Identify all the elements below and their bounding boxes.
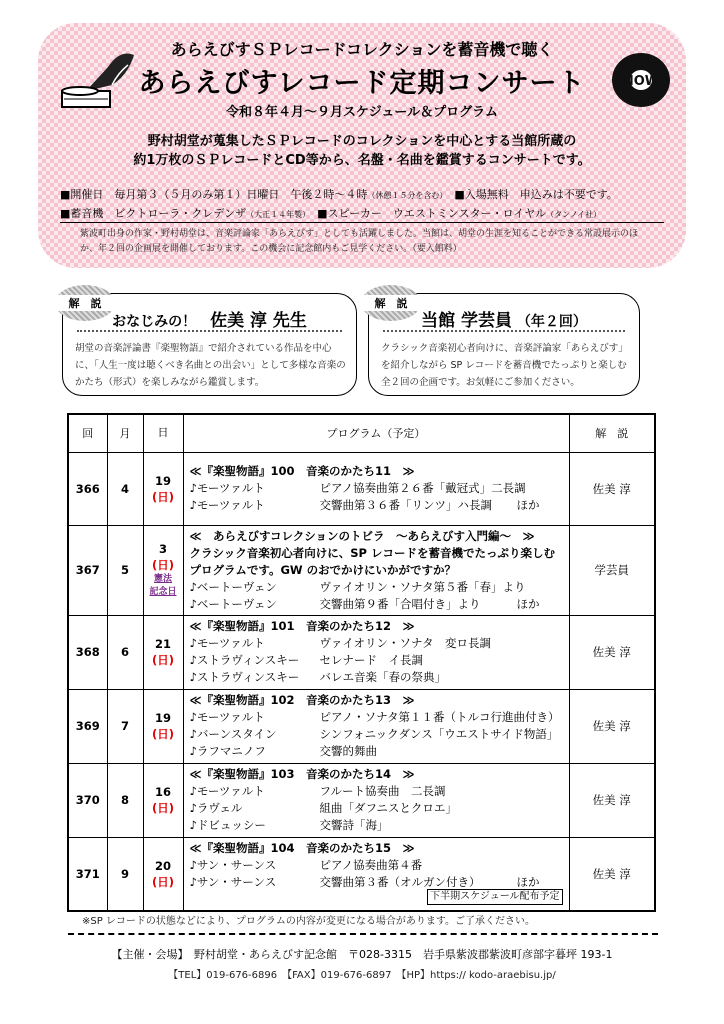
svg-text:NOW: NOW <box>622 74 660 89</box>
divider <box>77 330 342 332</box>
table-header-row: 回 月 日 プログラム（予定） 解 説 <box>68 414 655 452</box>
table-row: 369 7 19 (日) ≪『楽聖物語』102 音楽のかたち13 ≫ ♪モーツァルト ピアノ・ソナタ第１１番（トルコ行進曲付き） ♪バーンスタイン シンフォニックダンス「ウエストサイド物語」 ♪ラフマニノフ 交響的舞曲 佐美 淳 <box>68 689 655 763</box>
box-title: 当館 学芸員 （年２回） <box>421 311 587 331</box>
table-row: 371 9 20 (日) ≪『楽聖物語』104 音楽のかたち15 ≫ ♪サン・サーンス ピアノ協奏曲第４番 ♪サン・サーンス 交響曲第３番（オルガン付き） ほか 下半期スケジュール配布予定 佐美 淳 <box>68 837 655 911</box>
program-table <box>67 413 656 912</box>
commentary-badge: 解 説 <box>361 285 421 321</box>
box-body: クラシック音楽初心者向けに、音楽評論家「あらえびす」を紹介しながら SP レコードを蓄音機でたっぷりと楽しむ全２回の企画です。お気軽にご参加ください。 <box>381 343 628 388</box>
divider <box>383 330 625 332</box>
schedule-caption: 令和８年４月～９月スケジュール＆プログラム <box>225 105 499 120</box>
box-title: おなじみの！ 佐美 淳 先生 <box>112 311 307 331</box>
divider <box>60 222 664 223</box>
next-schedule-badge: 下半期スケジュール配布予定 <box>427 889 562 905</box>
table-row: 370 8 16 (日) ≪『楽聖物語』103 音楽のかたち14 ≫ ♪モーツァルト フルート協奏曲 二長調 ♪ラヴェル 組曲「ダフニスとクロエ」 ♪ドビュッシー 交響詩「海」 佐美 淳 <box>68 763 655 837</box>
header-subtitle: あらえびすＳＰレコードコレクションを蓄音機で聴く <box>170 40 554 59</box>
divider <box>68 933 658 935</box>
info-line-date: ■開催日 毎月第３（５月のみ第１）日曜日 午後２時～４時（休憩１５分を含む） ■入場無料 申込みは不要です。 <box>60 188 618 201</box>
table-row: 368 6 21 (日) ≪『楽聖物語』101 音楽のかたち12 ≫ ♪モーツァルト ヴァイオリン・ソナタ 変ロ長調 ♪ストラヴィンスキー セレナード イ長調 ♪ストラヴィンスキー バレエ音楽「春の祭典」 佐美 淳 <box>68 615 655 689</box>
footer-organizer: 【主催・会場】 野村胡堂・あらえびす記念館 〒028-3315 岩手県紫波郡紫波町彦部字暮坪 193-1 <box>111 948 613 961</box>
footnote: ※SP レコードの状態などにより、プログラムの内容が変更になる場合があります。ご了承ください。 <box>82 916 536 927</box>
lecturer-box-curator <box>368 293 640 396</box>
table-row: 367 5 3 (日) 憲法 記念日 ≪ あらえびすコレクションのトビラ ～あらえびす入門編～ ≫ クラシック音楽初心者向けに、SP レコードを蓄音機でたっぷり楽しむプログラムです。GW のおでかけにいかがですか？ ♪ベートーヴェン ヴァイオリン・ソナタ第５番「春」より ♪ベートーヴェン 交響曲第９番「合唱付き」より ほか 学芸員 <box>68 525 655 615</box>
lecturer-box-sami <box>62 293 357 396</box>
commentary-badge: 解 説 <box>55 285 115 321</box>
page-title: あらえびすレコード定期コンサート <box>138 68 586 99</box>
header-description: 野村胡堂が蒐集したＳＰレコードのコレクションを中心とする当館所蔵の 約1万枚のＳＰレコードとCD等から、名盤・名曲を鑑賞するコンサートです。 <box>133 134 591 168</box>
footer-contact: 【TEL】019-676-6896 【FAX】019-676-6897 【HP】https:// kodo-araebisu.jp/ <box>168 970 556 981</box>
box-body: 胡堂の音楽評論書『楽聖物語』で紹介されている作品を中心に、「人生一度は聴くべき名曲との出会い」として多様な音楽のかたち（形式）を楽しみながら鑑賞します。 <box>75 343 346 388</box>
info-line-equipment: ■蓄音機 ビクトローラ・クレデンザ（大正１４年製） ■スピーカー ウエストミンスター・ロイヤル（タンノイ社） <box>60 207 602 220</box>
museum-note: 紫波町出身の作家・野村胡堂は、音楽評論家「あらえびす」としても活躍しました。当館は、胡堂の生涯を知ることができる常設展示のほか、年２回の企画展を開催しております。この機会に記念館内もご見学ください。（要入館料） <box>80 229 639 254</box>
table-row: 366 4 19 (日) ≪『楽聖物語』100 音楽のかたち11 ≫ ♪モーツァルト ピアノ協奏曲第２６番「戴冠式」二長調 ♪モーツァルト 交響曲第３６番「リンツ」ハ長調 ほか 佐美 淳 <box>68 452 655 525</box>
header-banner <box>38 23 686 268</box>
